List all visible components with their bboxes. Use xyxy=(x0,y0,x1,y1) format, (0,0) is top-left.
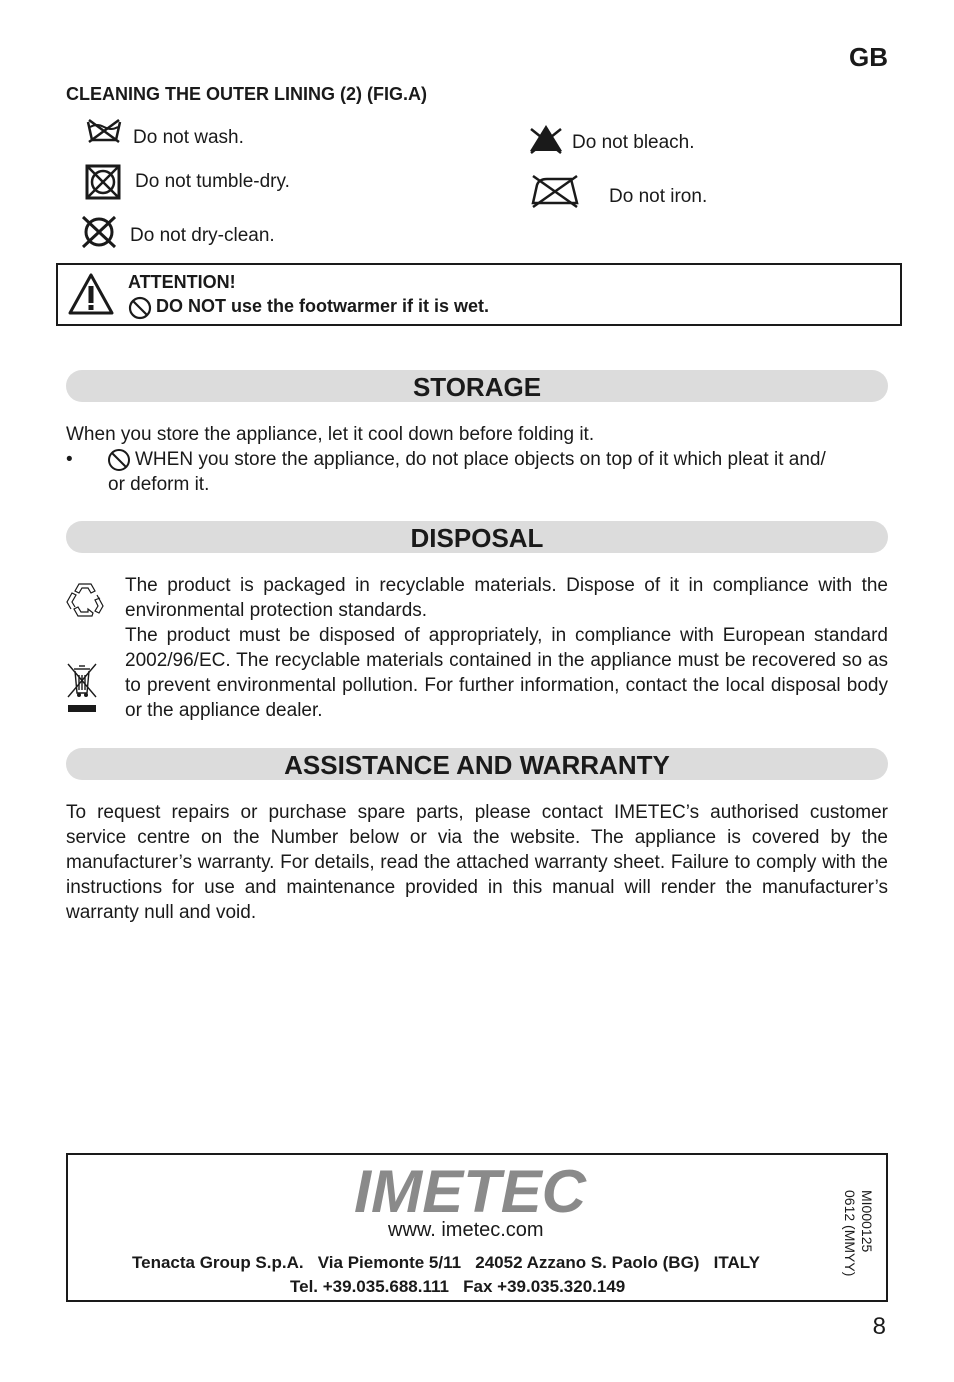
do-not-wash-icon xyxy=(86,118,122,144)
disposal-heading: DISPOSAL xyxy=(66,521,888,553)
attention-title: ATTENTION! xyxy=(128,272,236,292)
prohibition-icon xyxy=(107,448,131,472)
assistance-heading: ASSISTANCE AND WARRANTY xyxy=(66,748,888,780)
bullet-marker: • xyxy=(66,449,73,470)
do-not-tumble-dry-icon xyxy=(84,163,122,201)
do-not-iron-icon xyxy=(529,173,581,209)
storage-intro: When you store the appliance, let it cool down before folding it. xyxy=(66,424,595,445)
assistance-text: To request repairs or purchase spare parts, please contact IMETEC’s authorised customer service centre on the Number below or via the website. The appliance is covered by the manufacturer’s warranty. For details, read the attached warranty sheet. Failure to comply with the instructions for use and maintenance provided in this manual will render the manufacturer’s warranty null and void. xyxy=(66,802,888,923)
storage-heading: STORAGE xyxy=(66,370,888,402)
warning-triangle-icon xyxy=(67,272,115,316)
cleaning-heading: CLEANING THE OUTER LINING (2) (FIG.A) xyxy=(66,84,427,104)
do-not-tumble-dry-label: Do not tumble-dry. xyxy=(135,171,290,192)
svg-text:IMETEC: IMETEC xyxy=(354,1160,588,1224)
do-not-bleach-icon xyxy=(528,123,564,155)
attention-text: DO NOT use the footwarmer if it is wet. xyxy=(156,296,490,316)
company-phone-fax: Tel. +39.035.688.111 Fax +39.035.320.149 xyxy=(290,1277,626,1296)
do-not-iron-label: Do not iron. xyxy=(609,186,708,207)
do-not-wash-label: Do not wash. xyxy=(133,127,244,148)
do-not-dry-clean-icon xyxy=(79,214,119,250)
weee-bin-icon xyxy=(65,661,99,715)
disposal-packaging-text: The product is packaged in recyclable materials. Dispose of it in compliance with the environmental protection standards. xyxy=(125,575,888,621)
imetec-logo xyxy=(350,1160,590,1224)
storage-bullet-line1: WHEN you store the appliance, do not place objects on top of it which pleat it and/ xyxy=(135,449,826,470)
website-link[interactable]: www. imetec.com xyxy=(388,1219,544,1241)
do-not-dry-clean-label: Do not dry-clean. xyxy=(130,225,275,246)
language-code: GB xyxy=(849,42,888,72)
disposal-text: The product must be disposed of appropriately, in compliance with European standard 2002/96/EC. The recyclable materials contained in the appliance must be recovered so as to prevent environmental pollution. For further information, contact the local disposal body or the appliance dealer. xyxy=(125,625,888,721)
document-code: MI000125 0612 (MMYY) xyxy=(842,1190,875,1277)
page-number: 8 xyxy=(872,1313,886,1340)
do-not-bleach-label: Do not bleach. xyxy=(572,132,695,153)
company-address: Tenacta Group S.p.A. Via Piemonte 5/11 24052 Azzano S. Paolo (BG) ITALY xyxy=(132,1253,760,1272)
storage-bullet-line2: or deform it. xyxy=(108,474,210,495)
prohibition-icon xyxy=(128,296,152,320)
recycle-icon xyxy=(64,580,106,620)
